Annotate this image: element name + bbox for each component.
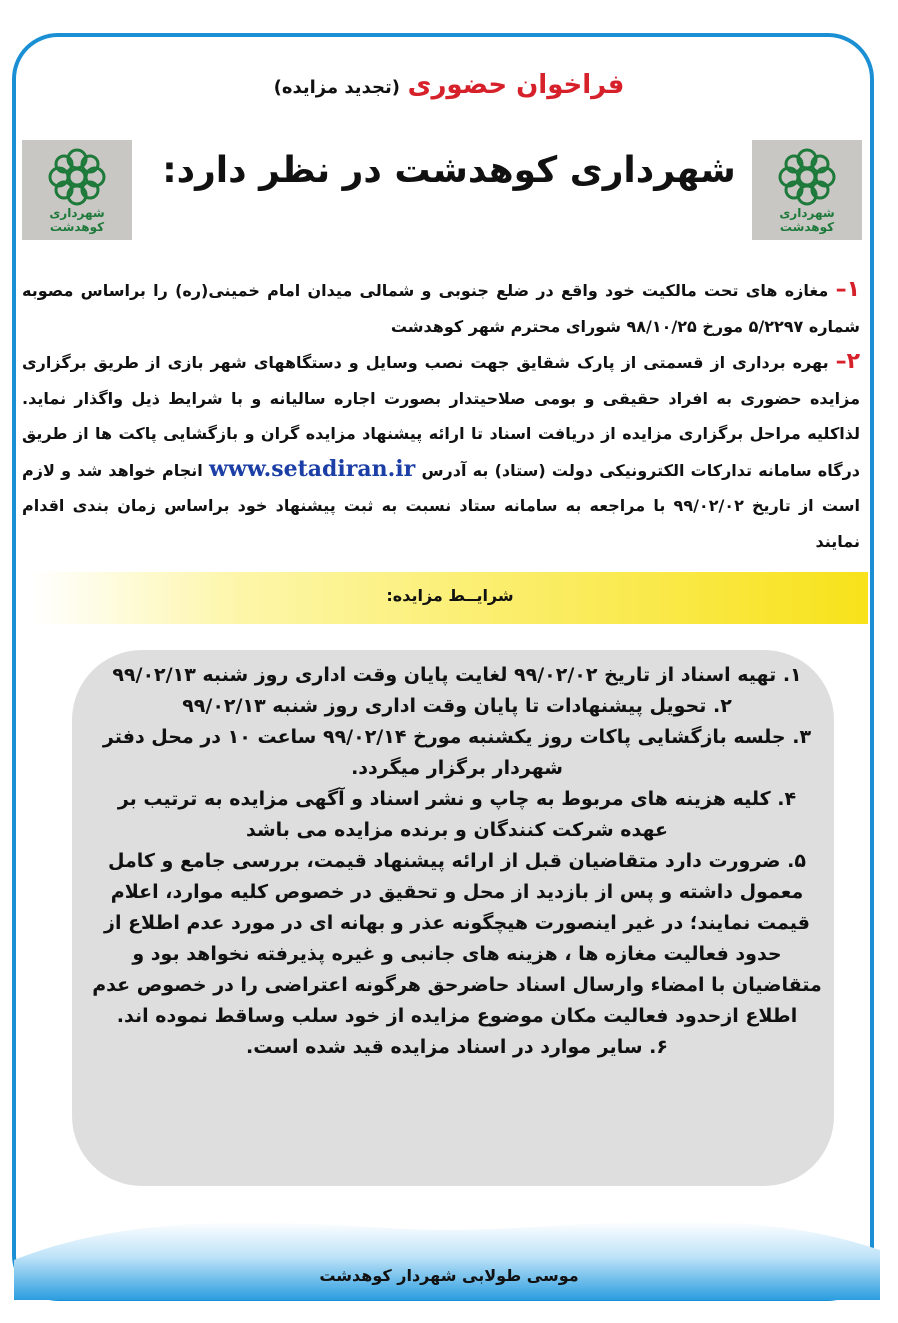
signature-line: موسی طولابی شهردار کوهدشت (319, 1266, 579, 1285)
website-link[interactable]: www.setadiran.ir (208, 455, 416, 482)
condition-item: ۳. جلسه بازگشایی پاکات روز یکشنبه مورخ ۹۹/۰۲/۱۴ ساعت ۱۰ در محل دفتر شهردار برگزار میگردد. (102, 726, 812, 779)
condition-item: ۲. تحویل پیشنهادات تا پایان وقت اداری روز شنبه ۹۹/۰۲/۱۳ (182, 695, 732, 717)
item-number: ۱– (835, 277, 861, 302)
page-title: شهرداری کوهدشت در نظر دارد: (162, 150, 736, 191)
condition-item: ۴. کلیه هزینه های مربوط به چاپ و نشر اسناد و آگهی مزایده به ترتیب بر عهده شرکت کنندگان و برنده مزایده می باشد (117, 788, 797, 841)
flower-emblem-icon (44, 144, 110, 210)
condition-item: ۶. سایر موارد در اسناد مزایده قید شده است. (246, 1036, 668, 1058)
footer-wave (14, 1200, 880, 1300)
logo-caption: شهرداری کوهدشت (49, 206, 105, 234)
item-number: ۲– (835, 349, 860, 374)
condition-item: ۱. تهیه اسناد از تاریخ ۹۹/۰۲/۰۲ لغایت پایان وقت اداری روز شنبه ۹۹/۰۲/۱۳ (112, 664, 802, 686)
intro-item-2 (22, 344, 860, 559)
intro-item-1 (22, 272, 860, 344)
conditions-title: شرایــط مزایده: (386, 586, 514, 605)
logo-caption: شهرداری کوهدشت (779, 206, 835, 234)
intro-text (22, 272, 860, 559)
conditions-list (92, 660, 822, 1063)
condition-item: ۵. ضرورت دارد متقاضیان قبل از ارائه پیشنهاد قیمت، بررسی جامع و کامل معمول داشته و پس از بازدید از محل و تحقیق در خصوص کلیه موارد، اعلام قیمت نمایند؛ در غیر اینصورت هیچگونه عذر و بهانه ای در مورد عدم اطلاع از حدود فعالیت مغازه ها ، هزینه های جانبی و غیره پذیرفته نخواهد بود و متقاضیان با امضاء وارسال اسناد حاضرحق هرگونه اعتراضی را در خصوص عدم اطلاع ازحدود فعالیت مکان موضوع مزایده از خود سلب وساقط نموده اند. (92, 850, 822, 1027)
municipality-logo-right (752, 140, 862, 240)
flower-emblem-icon (774, 144, 840, 210)
item-text: بهره برداری از قسمتی از پارک شقایق جهت نصب وسایل و دستگاههای شهر بازی از طریق برگزاری مزایده حضوری به افراد حقیقی و بومی صلاحیتدار بصورت اجاره سالیانه و با شرایط ذیل واگذار نماید. لذاکلیه مراحل برگزاری مزایده از دریافت اسناد تا ارائه پیشنهاد مزایده گران و بازگشایی پاکت ها از طریق درگاه سامانه تدارکات الکترونیکی دولت (ستاد) به آدرس (22, 353, 860, 480)
municipality-logo-left (22, 140, 132, 240)
item-text: مغازه های تحت مالکیت خود واقع در ضلع جنوبی و شمالی میدان امام خمینی(ره) را براساس مصوبه شماره ۵/۲۲۹۷ مورخ ۹۸/۱۰/۲۵ شورای محترم شهر کوهدشت (22, 281, 860, 336)
heading-title: فراخوان حضوری (407, 70, 625, 100)
notice-heading (0, 70, 898, 100)
item-text: انجام خواهد شد و لازم است از تاریخ ۹۹/۰۲/۰۲ با مراجعه به سامانه ستاد نسبت به ثبت پیشنهاد خود براساس زمان بندی اقدام نمایند (22, 460, 861, 551)
heading-subtitle: (تجدید مزایده) (273, 77, 400, 98)
